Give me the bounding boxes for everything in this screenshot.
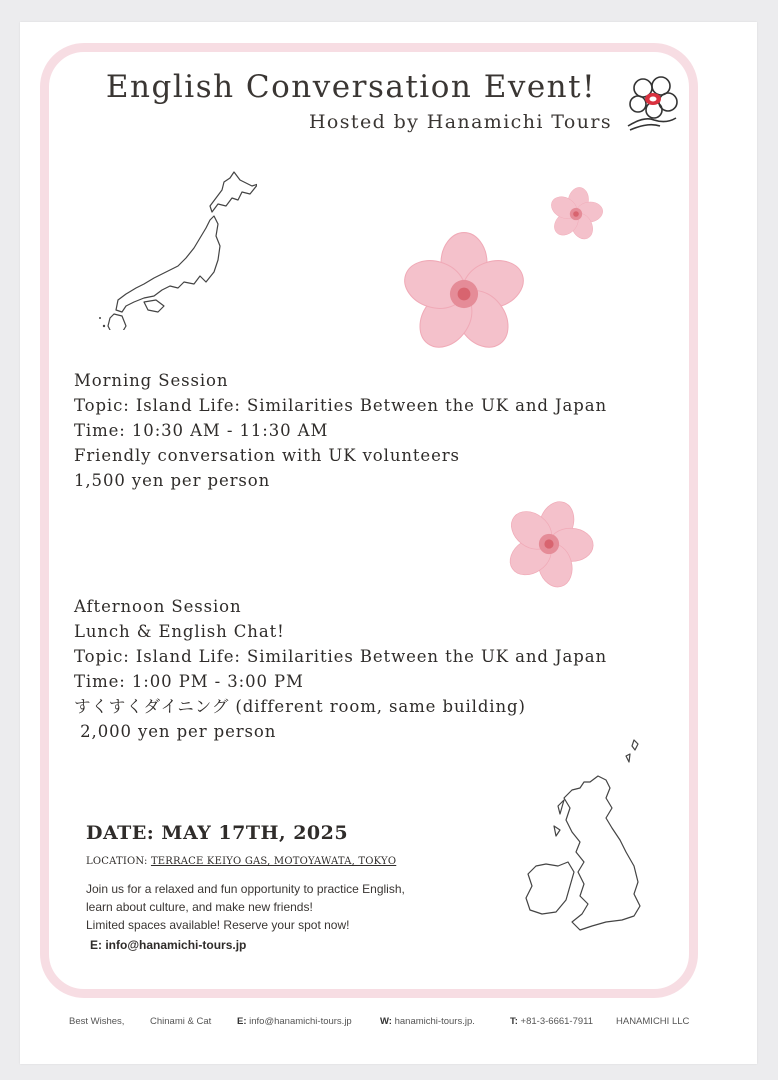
- afternoon-heading: Afternoon Session: [74, 597, 242, 616]
- hanamichi-logo-icon: [624, 74, 680, 132]
- afternoon-time: Time: 1:00 PM - 3:00 PM: [74, 672, 304, 691]
- footer-web: [380, 1016, 475, 1027]
- morning-price: 1,500 yen per person: [74, 471, 271, 490]
- afternoon-session: [74, 594, 607, 744]
- footer-names: Chinami & Cat: [150, 1016, 212, 1027]
- footer-phone-number: +81-3-6661-7911: [517, 1016, 594, 1027]
- footer-phone-label: T:: [510, 1016, 518, 1027]
- morning-session: [74, 368, 607, 493]
- footer-web-link[interactable]: hanamichi-tours.jp.: [391, 1016, 475, 1027]
- location-link[interactable]: TERRACE KEIYO GAS, MOTOYAWATA, TOKYO: [150, 856, 397, 867]
- japan-map-icon: [82, 150, 257, 330]
- afternoon-subheading: Lunch & English Chat!: [74, 622, 285, 641]
- footer: [0, 1016, 778, 1030]
- morning-topic: Topic: Island Life: Similarities Between the UK and Japan: [74, 396, 607, 415]
- blurb-line: learn about culture, and make new friends!: [86, 900, 313, 914]
- uk-map-icon: [494, 716, 644, 956]
- cherry-blossom-small-icon: [548, 186, 604, 242]
- afternoon-price: 2,000 yen per person: [74, 722, 277, 741]
- contact-email: [90, 938, 246, 952]
- morning-heading: Morning Session: [74, 371, 229, 390]
- email-link[interactable]: info@hanamichi-tours.jp: [105, 938, 247, 952]
- footer-wishes: Best Wishes,: [69, 1016, 125, 1027]
- event-title: English Conversation Event!: [105, 69, 597, 105]
- morning-time: Time: 10:30 AM - 11:30 AM: [74, 421, 329, 440]
- afternoon-topic: Topic: Island Life: Similarities Between the UK and Japan: [74, 647, 607, 666]
- morning-description: Friendly conversation with UK volunteers: [74, 446, 460, 465]
- blurb-line: Limited spaces available! Reserve your spot now!: [86, 918, 350, 932]
- afternoon-venue: すくすくダイニング (different room, same building): [74, 697, 526, 716]
- blurb-line: Join us for a relaxed and fun opportunity to practice English,: [86, 882, 405, 896]
- footer-phone: [510, 1016, 593, 1027]
- footer-email-link[interactable]: info@hanamichi-tours.jp: [246, 1016, 352, 1027]
- footer-email: [237, 1016, 352, 1027]
- footer-company: HANAMICHI LLC: [616, 1016, 690, 1027]
- event-subtitle: Hosted by Hanamichi Tours: [308, 111, 612, 133]
- event-location: [86, 856, 396, 867]
- event-date: DATE: MAY 17TH, 2025: [86, 822, 349, 844]
- cherry-blossom-medium-icon: [503, 498, 595, 590]
- cherry-blossom-large-icon: [400, 230, 528, 358]
- email-label: E:: [90, 938, 106, 952]
- event-blurb: [86, 880, 446, 934]
- footer-email-label: E:: [237, 1016, 247, 1027]
- location-label: LOCATION:: [86, 856, 151, 867]
- footer-web-label: W:: [380, 1016, 392, 1027]
